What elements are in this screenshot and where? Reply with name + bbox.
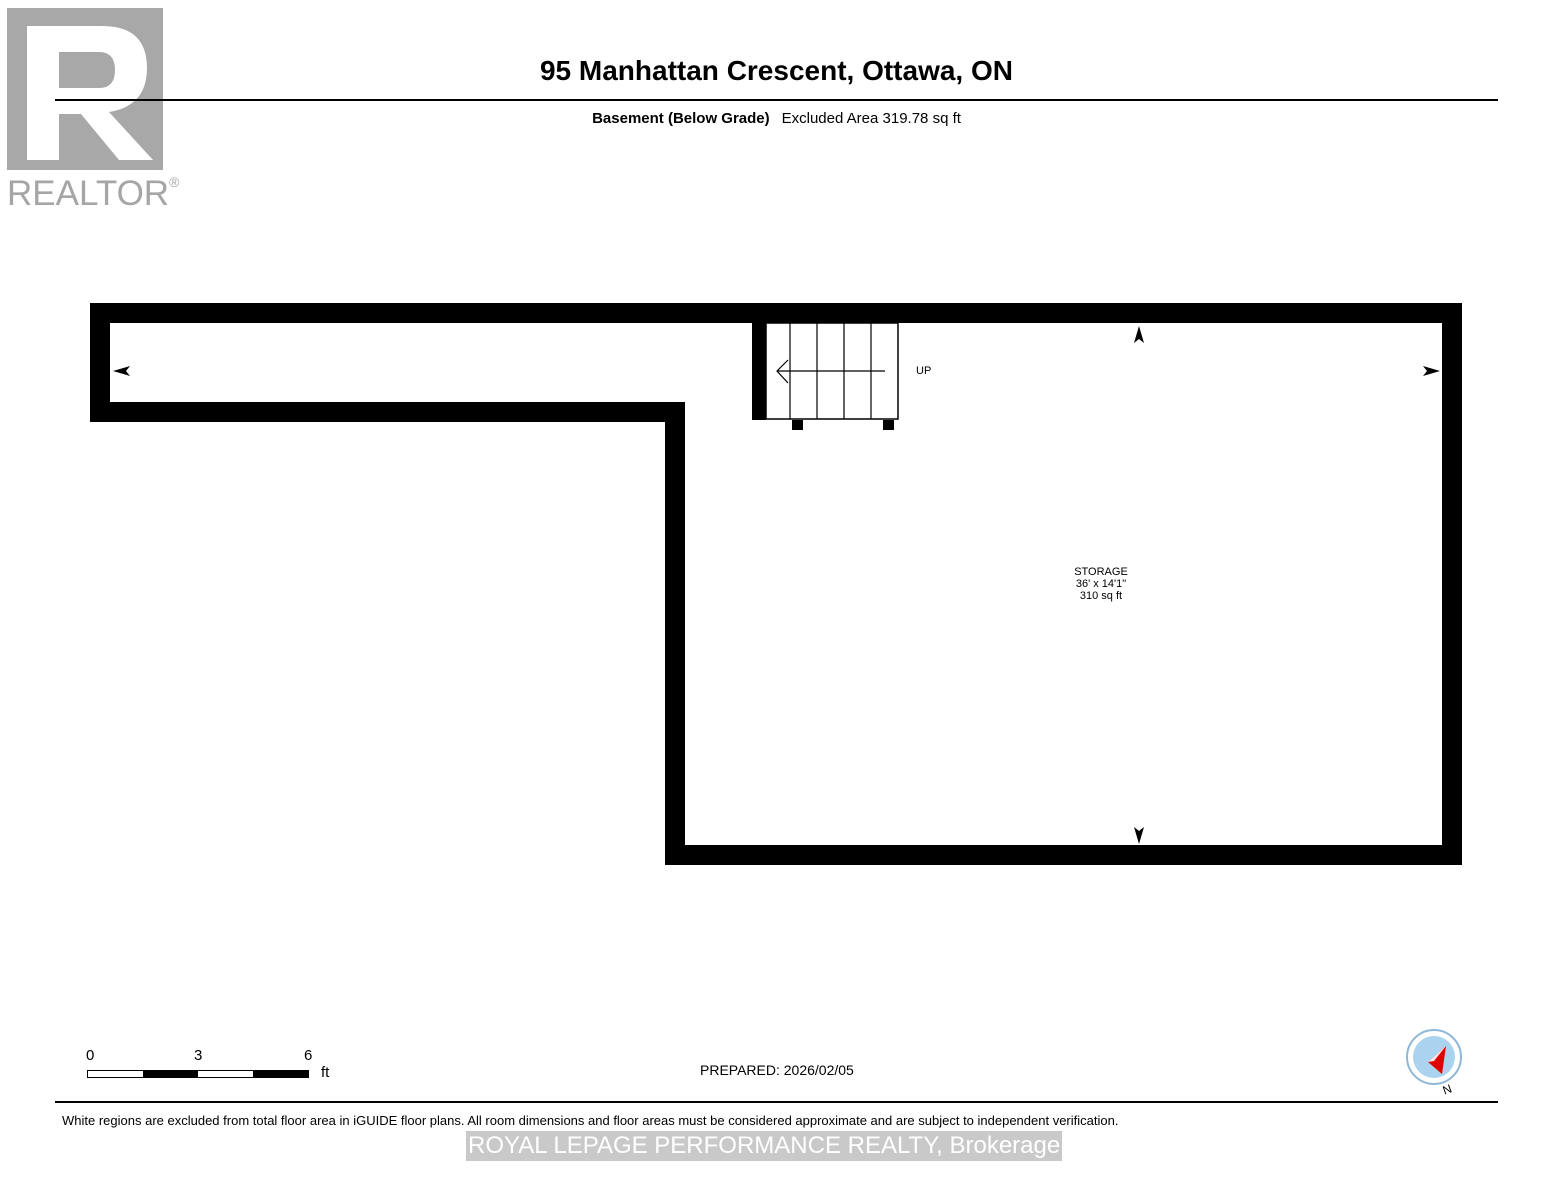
arrow-marker-icon [1134, 827, 1144, 844]
room-label-storage [1050, 566, 1152, 602]
excluded-area: Excluded Area 319.78 sq ft [781, 110, 961, 127]
stair-wall [752, 322, 766, 420]
prepared-date: PREPARED: 2026/02/05 [700, 1062, 854, 1078]
room-area: 310 sq ft [1079, 590, 1123, 602]
room-dimensions: 36' x 14'1" [1075, 578, 1127, 590]
scale-tick-0: 0 [86, 1047, 95, 1064]
scale-bar [87, 1070, 309, 1078]
scale-tick-6: 6 [304, 1047, 313, 1064]
arrow-marker-icon [1423, 366, 1440, 376]
brokerage-watermark: ROYAL LEPAGE PERFORMANCE REALTY, Brokerage [468, 1132, 1061, 1159]
arrow-marker-icon [1134, 326, 1144, 343]
plan-title: 95 Manhattan Crescent, Ottawa, ON [539, 55, 1013, 86]
stairs-icon [766, 323, 898, 430]
level-name: Basement (Below Grade) [592, 110, 770, 127]
realtor-logo-text: REALTOR® [7, 174, 180, 213]
room-name: STORAGE [1074, 566, 1128, 578]
scale-unit: ft [321, 1064, 330, 1081]
scale-tick-3: 3 [194, 1047, 203, 1064]
compass-icon [1404, 1028, 1464, 1098]
compass-north-label: N [1440, 1081, 1454, 1098]
disclaimer-text: White regions are excluded from total floor area in iGUIDE floor plans. All room dimensions and floor areas must be considered approximate and are subject to independent verification. [62, 1113, 1119, 1128]
arrow-marker-icon [113, 366, 130, 376]
footer-divider [55, 1101, 1498, 1103]
exterior-walls [100, 313, 1452, 855]
stairs-up-label: UP [916, 365, 932, 377]
